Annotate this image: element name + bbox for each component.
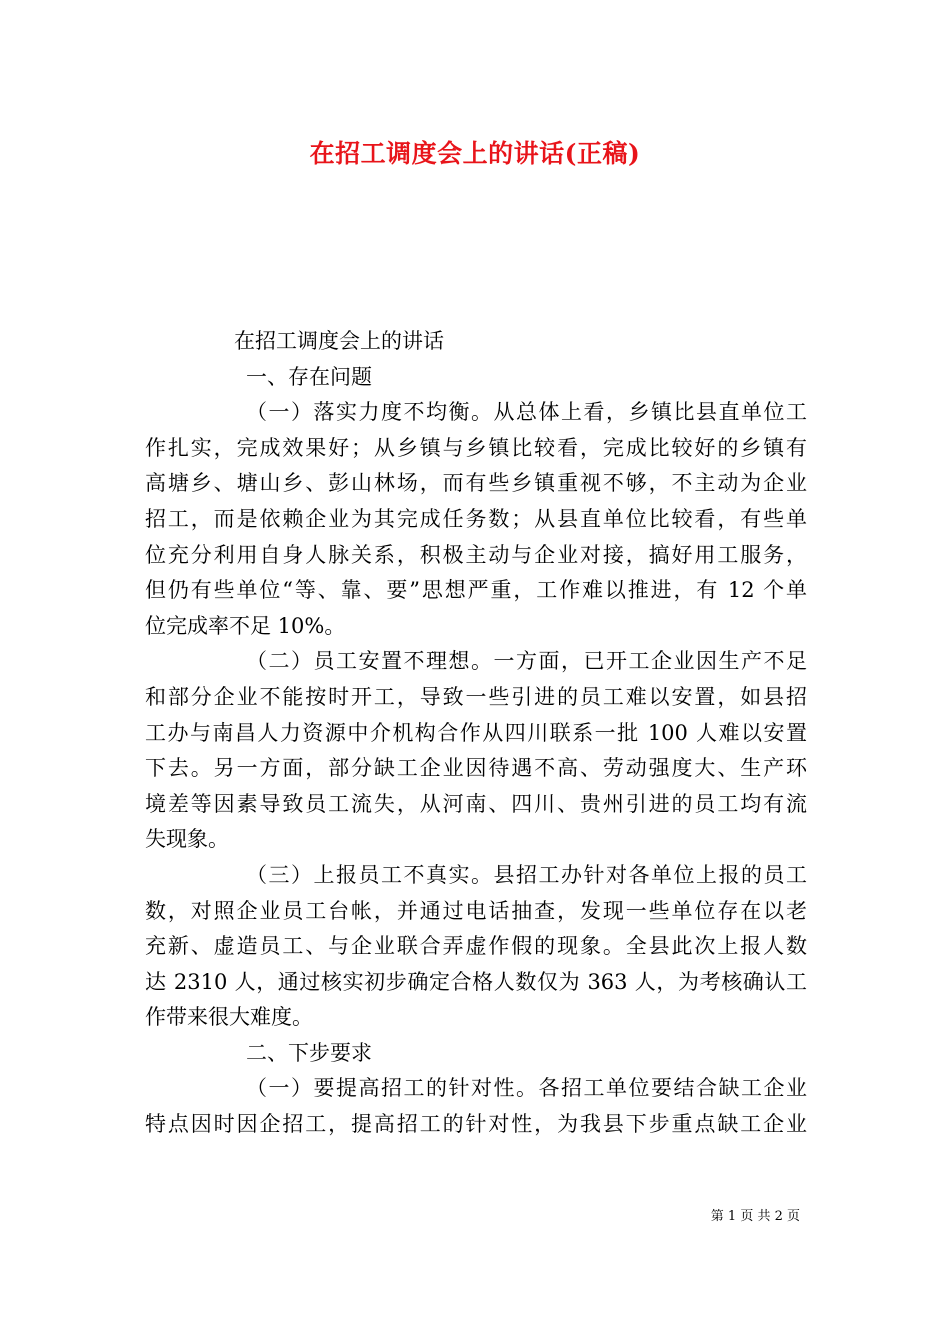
- body-line: （二）员工安置不理想。一方面，已开工企业因生产不足: [246, 649, 807, 674]
- body-line: 和部分企业不能按时开工，导致一些引进的员工难以安置，如县招: [145, 684, 807, 709]
- document-body: [145, 324, 807, 1143]
- body-line: 特点因时因企招工，提高招工的针对性，为我县下步重点缺工企业: [145, 1112, 807, 1137]
- body-line: 工办与南昌人力资源中介机构合作从四川联系一批 100 人难以安置: [145, 720, 807, 745]
- body-line: 高塘乡、塘山乡、彭山林场，而有些乡镇重视不够，不主动为企业: [145, 471, 807, 496]
- body-line: 失现象。: [145, 827, 229, 852]
- body-line: 下去。另一方面，部分缺工企业因待遇不高、劳动强度大、生产环: [145, 756, 807, 781]
- document-title: 在招工调度会上的讲话(正稿): [309, 139, 641, 168]
- body-line: 二、下步要求: [246, 1040, 372, 1065]
- body-line: 作带来很大难度。: [145, 1005, 313, 1030]
- body-line: 充新、虚造员工、与企业联合弄虚作假的现象。全县此次上报人数: [145, 934, 807, 959]
- body-line: 但仍有些单位“等、靠、要”思想严重，工作难以推进，有 12 个单: [145, 578, 807, 603]
- body-line: 境差等因素导致员工流失，从河南、四川、贵州引进的员工均有流: [145, 791, 807, 816]
- body-line: （一）落实力度不均衡。从总体上看，乡镇比县直单位工: [246, 400, 807, 425]
- page-number: 第 1 页 共 2 页: [710, 1209, 800, 1224]
- body-line: 达 2310 人，通过核实初步确定合格人数仅为 363 人，为考核确认工: [145, 969, 807, 994]
- body-line: 在招工调度会上的讲话: [234, 329, 444, 353]
- body-line: （三）上报员工不真实。县招工办针对各单位上报的员工: [246, 862, 807, 887]
- body-line: （一）要提高招工的针对性。各招工单位要结合缺工企业: [246, 1076, 807, 1101]
- body-line: 一、存在问题: [246, 364, 372, 389]
- body-line: 作扎实，完成效果好；从乡镇与乡镇比较看，完成比较好的乡镇有: [145, 435, 807, 460]
- body-line: 位充分利用自身人脉关系，积极主动与企业对接，搞好用工服务，: [145, 542, 807, 567]
- body-line: 招工，而是依赖企业为其完成任务数；从县直单位比较看，有些单: [145, 506, 807, 531]
- body-line: 位完成率不足 10%。: [145, 613, 346, 638]
- body-line: 数，对照企业员工台帐，并通过电话抽查，发现一些单位存在以老: [145, 898, 807, 923]
